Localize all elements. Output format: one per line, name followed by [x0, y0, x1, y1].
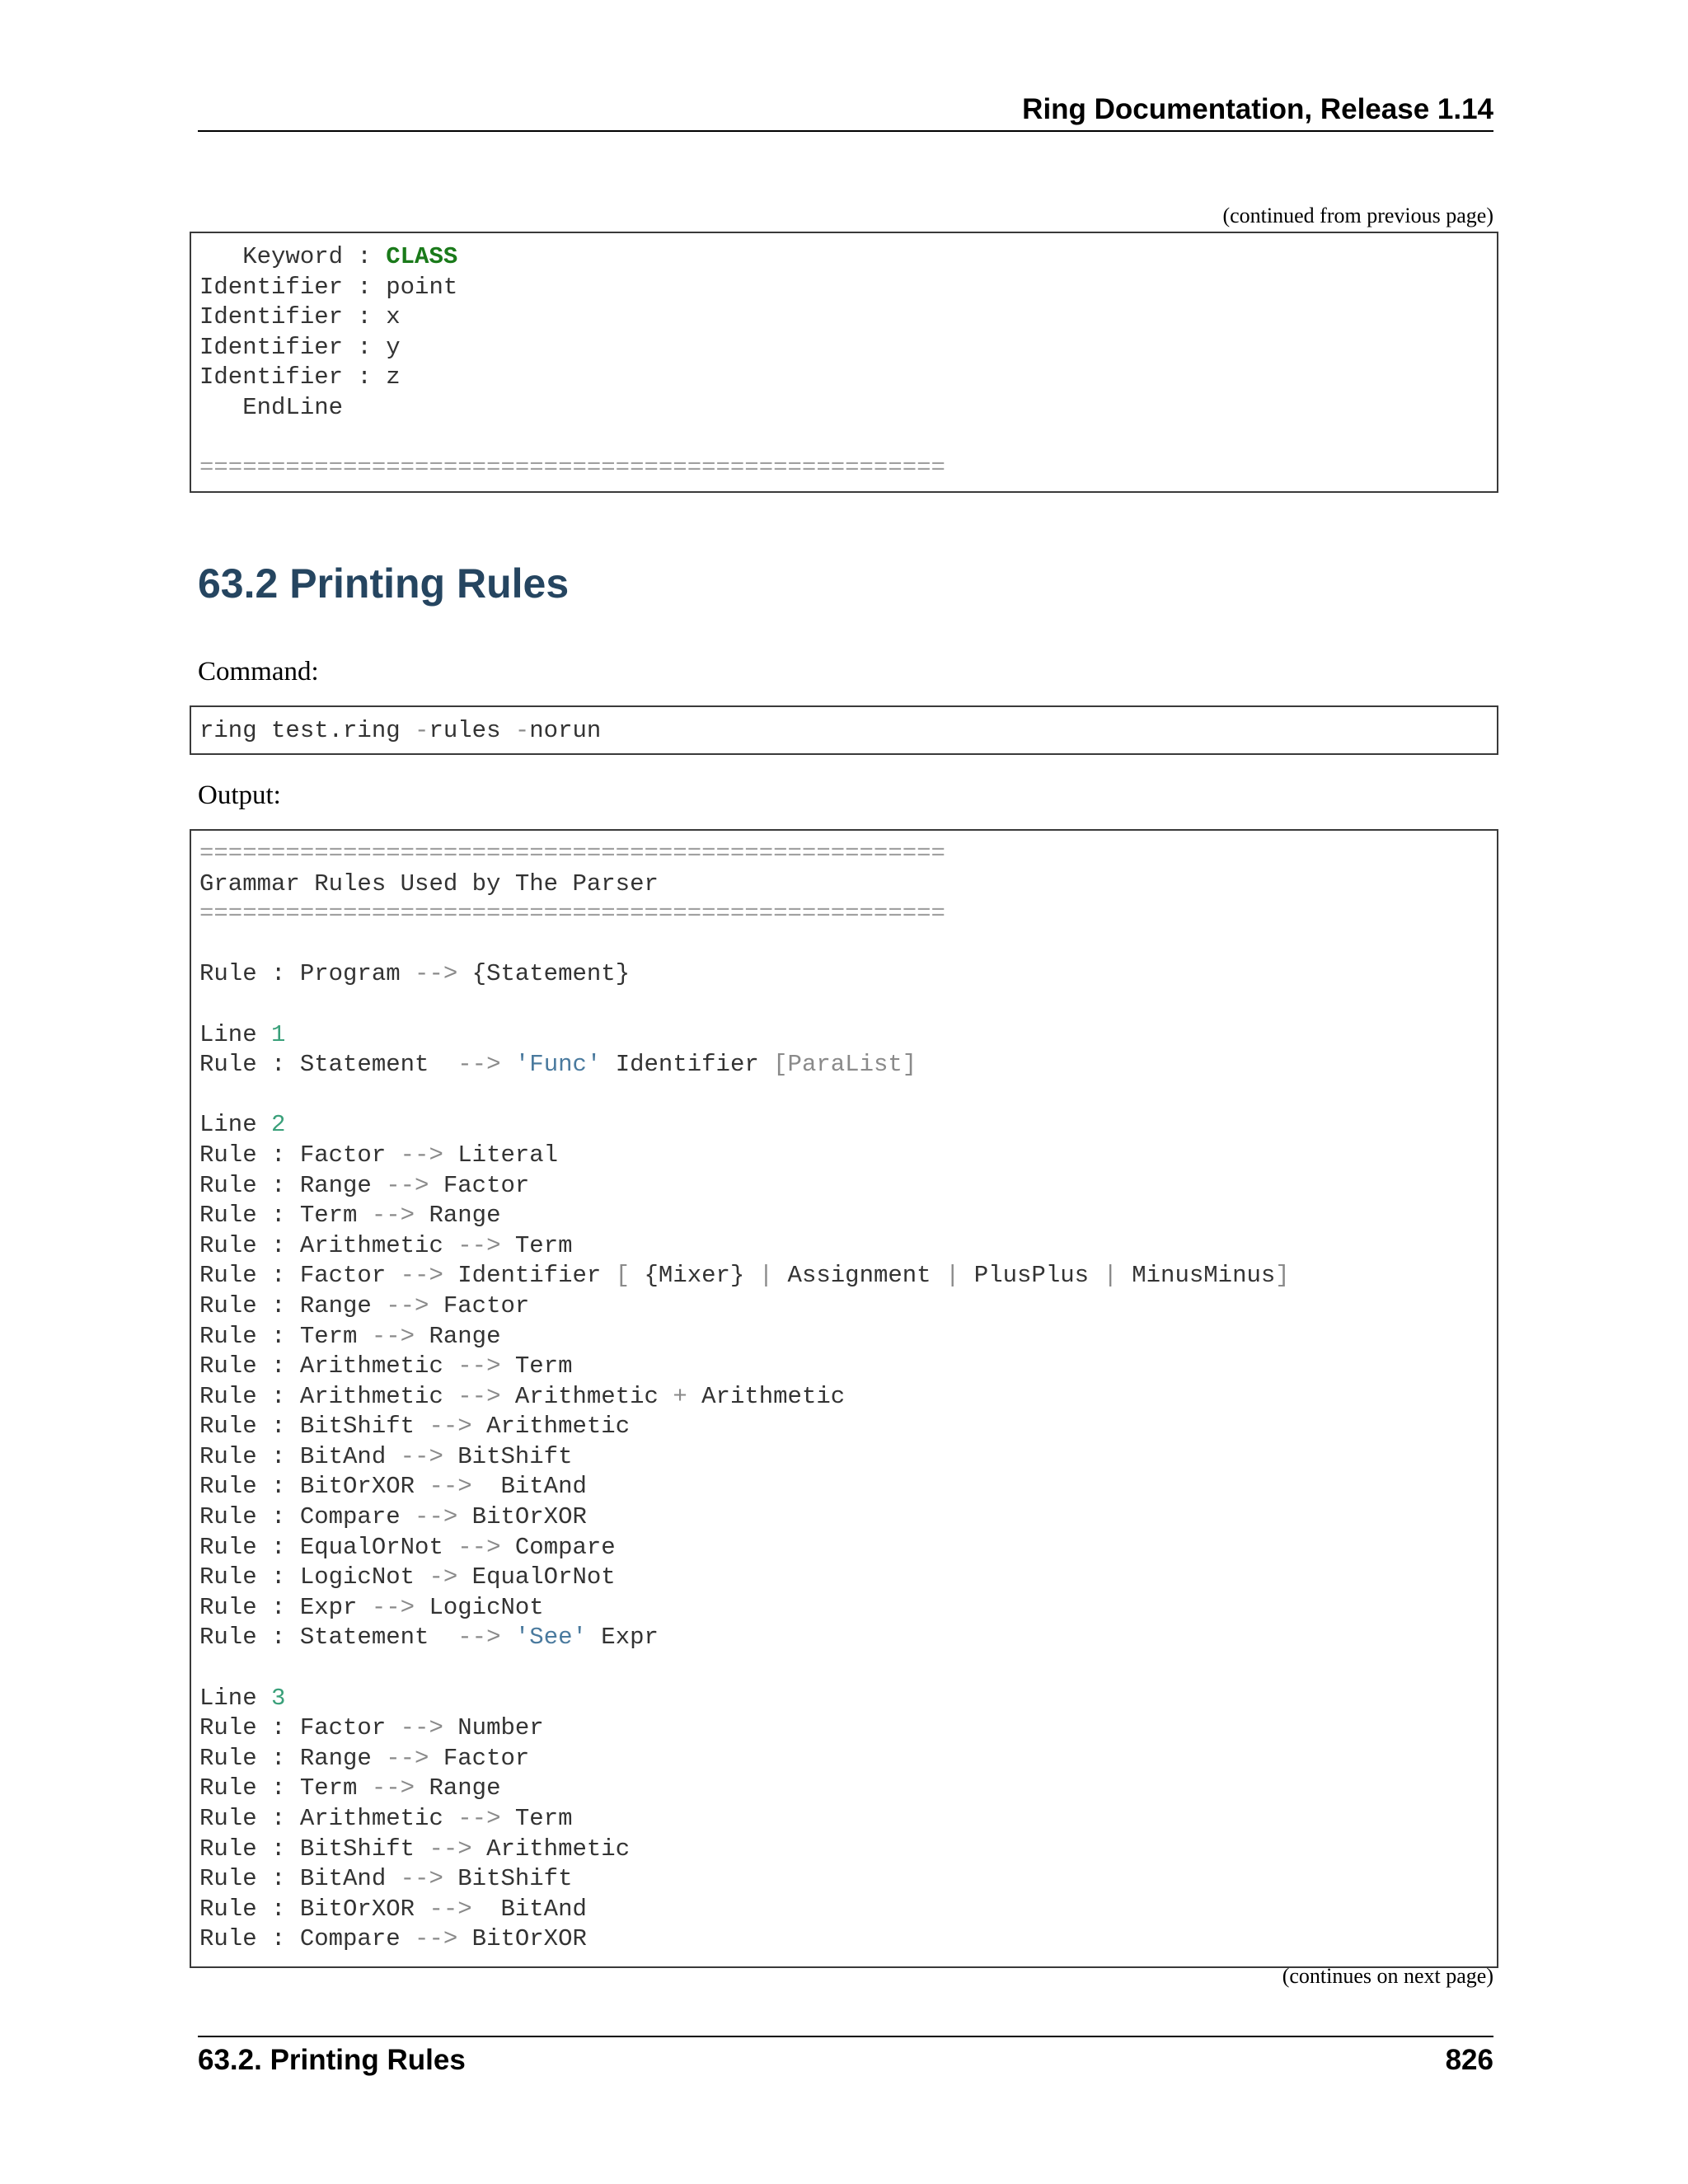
code-token: Rule : BitAnd [199, 1442, 401, 1470]
code-token: --> [400, 1262, 443, 1290]
code-token: [ [615, 1262, 631, 1290]
code-token: rules [429, 717, 515, 744]
code-token: --> [371, 1202, 415, 1230]
code-token: --> [400, 1141, 443, 1169]
code-token: 3 [271, 1684, 286, 1712]
code-token: BitShift [443, 1865, 573, 1893]
code-token: + [673, 1382, 687, 1410]
command-code-block [190, 705, 1498, 755]
code-line [199, 453, 1497, 484]
code-token: BitOrXOR [457, 1925, 587, 1953]
section-title: 63.2 Printing Rules [198, 560, 570, 607]
code-token: Rule : Compare [199, 1925, 415, 1953]
code-token: Arithmetic [471, 1835, 631, 1863]
code-token: --> [457, 1382, 501, 1410]
code-token: EndLine [199, 393, 344, 421]
code-token: Expr [586, 1624, 659, 1652]
code-line [199, 1744, 1497, 1774]
code-line [199, 839, 1497, 869]
code-token: --> [429, 1895, 472, 1923]
code-token: 'Func' [514, 1051, 602, 1079]
continued-from-caption: (continued from previous page) [1222, 204, 1493, 227]
code-line [199, 1653, 1497, 1684]
code-token: --> [415, 960, 458, 988]
code-token: Arithmetic [687, 1382, 846, 1410]
code-token: --> [457, 1231, 501, 1259]
code-token: --> [415, 1503, 458, 1531]
code-token: --> [429, 1413, 472, 1441]
code-line [199, 1804, 1497, 1835]
code-token: Rule : Term [199, 1322, 372, 1350]
code-line [199, 899, 1497, 930]
code-line [199, 1774, 1497, 1804]
code-token: Identifier : x [199, 303, 401, 331]
code-token: --> [457, 1051, 501, 1079]
code-token: PlusPlus [959, 1262, 1104, 1290]
code-token: Rule : Arithmetic [199, 1352, 458, 1380]
code-line [199, 1533, 1497, 1563]
code-line [199, 242, 1497, 273]
code-token: Range [415, 1322, 501, 1350]
code-token: Rule : Factor [199, 1262, 401, 1290]
code-token: Range [415, 1202, 501, 1230]
code-token: | [945, 1262, 960, 1290]
code-token: Rule : Compare [199, 1503, 415, 1531]
code-line [199, 1322, 1497, 1352]
code-token: Identifier : y [199, 333, 401, 361]
code-token: --> [371, 1322, 415, 1350]
code-token: --> [457, 1624, 501, 1652]
code-token: Line [199, 1111, 272, 1139]
code-token: Identifier [601, 1051, 774, 1079]
code-token: --> [371, 1593, 415, 1621]
code-line [199, 1291, 1497, 1322]
code-line [199, 333, 1497, 363]
code-token: Term [500, 1231, 573, 1259]
code-token: ==================================================== [199, 454, 945, 482]
code-token: --> [400, 1442, 443, 1470]
code-token: Term [500, 1352, 573, 1380]
code-line [199, 1110, 1497, 1141]
code-token: --> [457, 1352, 501, 1380]
code-token: BitShift [443, 1442, 573, 1470]
code-token: --> [386, 1171, 429, 1199]
code-token: Rule : Program [199, 960, 415, 988]
code-token: LogicNot [415, 1593, 544, 1621]
code-token: Rule : LogicNot [199, 1563, 429, 1591]
code-token: --> [429, 1473, 472, 1501]
code-token: --> [400, 1865, 443, 1893]
output-label: Output: [198, 780, 281, 810]
code-listing [191, 233, 1497, 484]
code-token: Assignment [773, 1262, 945, 1290]
code-token: -> [429, 1563, 458, 1591]
code-token: Identifier : point [199, 273, 458, 301]
code-line [199, 1020, 1497, 1051]
code-token [500, 1051, 514, 1078]
code-line [199, 990, 1497, 1020]
code-token: ==================================================== [199, 840, 945, 867]
code-token: Rule : BitShift [199, 1835, 429, 1863]
code-token: {Statement} [457, 960, 631, 988]
code-line [199, 1231, 1497, 1262]
code-token: ==================================================== [199, 900, 945, 928]
code-line [199, 1080, 1497, 1111]
code-token: - [514, 717, 530, 744]
code-line [199, 1201, 1497, 1231]
code-token: Factor [429, 1291, 530, 1319]
code-token: Range [415, 1774, 501, 1802]
code-token: --> [415, 1925, 458, 1953]
code-token: Rule : Factor [199, 1141, 401, 1169]
code-token: Identifier : z [199, 363, 401, 391]
code-token: BitAnd [471, 1473, 587, 1501]
code-token: Rule : Range [199, 1744, 387, 1772]
code-token: EqualOrNot [457, 1563, 616, 1591]
code-token: 2 [271, 1111, 286, 1139]
code-token: Rule : EqualOrNot [199, 1533, 458, 1561]
code-token: --> [371, 1774, 415, 1802]
code-token: Rule : BitAnd [199, 1865, 401, 1893]
code-line [199, 1895, 1497, 1925]
code-token: | [1103, 1262, 1118, 1290]
code-token: Rule : Range [199, 1291, 387, 1319]
code-line [199, 363, 1497, 393]
code-token: --> [400, 1714, 443, 1742]
code-line [199, 959, 1497, 990]
code-token: Line [199, 1020, 272, 1048]
code-token: ] [1275, 1262, 1290, 1290]
code-line [199, 1412, 1497, 1442]
code-token: Term [500, 1805, 573, 1832]
code-token: --> [386, 1291, 429, 1319]
code-token: Rule : Range [199, 1171, 387, 1199]
code-line [199, 1352, 1497, 1382]
code-line [199, 1261, 1497, 1291]
running-header-title: Ring Documentation, Release 1.14 [1022, 93, 1493, 125]
code-token: 1 [271, 1020, 286, 1048]
code-token: Compare [500, 1533, 616, 1561]
code-token: - [415, 717, 429, 744]
code-token: Keyword : [199, 243, 387, 270]
code-token: | [758, 1262, 774, 1290]
code-token: --> [429, 1835, 472, 1863]
code-token: 'See' [514, 1624, 587, 1652]
code-token: --> [457, 1533, 501, 1561]
code-token: norun [529, 717, 602, 744]
code-block-tokens [190, 232, 1498, 493]
code-token: Rule : Arithmetic [199, 1231, 458, 1259]
command-label: Command: [198, 657, 319, 687]
code-line [199, 1713, 1497, 1744]
code-token: [ParaList] [773, 1051, 917, 1079]
code-line [199, 1141, 1497, 1171]
code-line [199, 393, 1497, 424]
output-listing [191, 831, 1497, 1955]
code-token: Number [443, 1714, 544, 1742]
code-token: MinusMinus [1117, 1262, 1276, 1290]
code-line [199, 1563, 1497, 1593]
code-line [199, 1593, 1497, 1624]
command-listing [191, 707, 1497, 747]
code-token: Identifier [443, 1262, 616, 1290]
code-line [199, 1684, 1497, 1714]
code-line [199, 716, 1497, 747]
code-token: Rule : Term [199, 1202, 372, 1230]
code-token: Factor [429, 1744, 530, 1772]
code-token: Rule : BitShift [199, 1413, 429, 1441]
code-line [199, 1835, 1497, 1865]
code-token: ring test.ring [199, 717, 415, 744]
code-line [199, 1171, 1497, 1202]
output-code-block [190, 829, 1498, 1968]
code-token: Rule : BitOrXOR [199, 1473, 429, 1501]
code-token: Arithmetic [471, 1413, 631, 1441]
code-token: Rule : Statement [199, 1624, 458, 1652]
code-token: Rule : BitOrXOR [199, 1895, 429, 1923]
code-token: {Mixer} [630, 1262, 759, 1290]
continues-on-caption: (continues on next page) [1282, 1964, 1493, 1988]
code-token: CLASS [386, 243, 458, 270]
code-token: --> [386, 1744, 429, 1772]
code-line [199, 1382, 1497, 1413]
code-line [199, 1442, 1497, 1473]
code-token: Line [199, 1684, 272, 1712]
code-line [199, 1623, 1497, 1653]
code-token: BitAnd [471, 1895, 587, 1923]
code-token: Arithmetic [500, 1382, 673, 1410]
code-line [199, 273, 1497, 303]
page-number: 826 [1445, 2044, 1493, 2076]
code-line [199, 1864, 1497, 1895]
code-token: Literal [443, 1141, 559, 1169]
code-line [199, 1472, 1497, 1502]
code-line [199, 424, 1497, 454]
footer-section-title: 63.2. Printing Rules [198, 2044, 466, 2076]
code-token [500, 1624, 514, 1651]
header-rule [198, 130, 1493, 132]
code-token: Factor [429, 1171, 530, 1199]
code-token: --> [457, 1805, 501, 1832]
footer-rule [198, 2036, 1493, 2037]
code-line [199, 930, 1497, 960]
code-token: Rule : Term [199, 1774, 372, 1802]
code-line [199, 1924, 1497, 1955]
code-token: Rule : Statement [199, 1051, 458, 1079]
code-line [199, 302, 1497, 333]
code-line [199, 1502, 1497, 1533]
code-token: Rule : Factor [199, 1714, 401, 1742]
code-token: Rule : Arithmetic [199, 1805, 458, 1832]
code-token: BitOrXOR [457, 1503, 587, 1531]
code-line [199, 869, 1497, 900]
code-line [199, 1050, 1497, 1080]
code-token: Rule : Arithmetic [199, 1382, 458, 1410]
code-token: Rule : Expr [199, 1593, 372, 1621]
code-token: Grammar Rules Used by The Parser [199, 869, 659, 898]
